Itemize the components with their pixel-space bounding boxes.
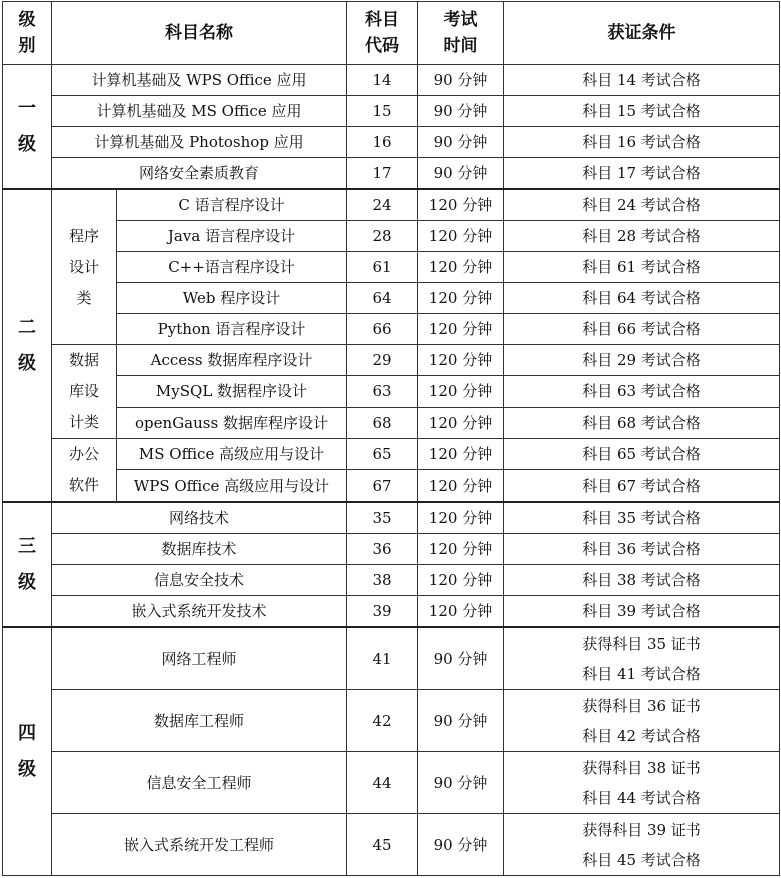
subject-code: 39 xyxy=(347,596,418,628)
certificate-condition: 科目 65 考试合格 xyxy=(504,439,780,470)
subject-code: 14 xyxy=(347,65,418,96)
header-subject-name: 科目名称 xyxy=(52,2,347,65)
exam-time: 120 分钟 xyxy=(418,283,504,314)
subject-name: Web 程序设计 xyxy=(117,283,347,314)
subject-name: 网络安全素质教育 xyxy=(52,158,347,190)
subject-name: 网络工程师 xyxy=(52,627,347,690)
subject-code: 67 xyxy=(347,470,418,502)
table-row xyxy=(3,690,780,752)
subject-name: 嵌入式系统开发技术 xyxy=(52,596,347,628)
table-row xyxy=(3,65,780,96)
table-row xyxy=(3,502,780,534)
subject-code: 41 xyxy=(347,627,418,690)
subject-code: 65 xyxy=(347,439,418,470)
table-row xyxy=(3,470,780,502)
exam-time: 90 分钟 xyxy=(418,96,504,127)
subject-name: Java 语言程序设计 xyxy=(117,221,347,252)
subject-name: 数据库技术 xyxy=(52,534,347,565)
exam-time: 120 分钟 xyxy=(418,221,504,252)
subject-code: 35 xyxy=(347,502,418,534)
table-row xyxy=(3,221,780,252)
exam-time: 90 分钟 xyxy=(418,65,504,96)
certificate-condition: 科目 35 考试合格 xyxy=(504,502,780,534)
level-1-cell: 一 级 xyxy=(3,65,52,190)
table-row xyxy=(3,252,780,283)
exam-time: 120 分钟 xyxy=(418,407,504,438)
subject-name: 信息安全技术 xyxy=(52,565,347,596)
certificate-condition: 科目 38 考试合格 xyxy=(504,565,780,596)
category-programming: 程序 设计 类 xyxy=(52,189,117,345)
subject-code: 28 xyxy=(347,221,418,252)
certificate-condition: 科目 61 考试合格 xyxy=(504,252,780,283)
exam-time: 90 分钟 xyxy=(418,814,504,876)
certificate-condition: 获得科目 39 证书 科目 45 考试合格 xyxy=(504,814,780,876)
subject-name: C++语言程序设计 xyxy=(117,252,347,283)
certificate-condition: 科目 63 考试合格 xyxy=(504,376,780,407)
exam-time: 90 分钟 xyxy=(418,690,504,752)
table-row xyxy=(3,407,780,438)
subject-code: 45 xyxy=(347,814,418,876)
level-2-cell: 二 级 xyxy=(3,189,52,502)
header-exam-time: 考试 时间 xyxy=(418,2,504,65)
subject-name: 网络技术 xyxy=(52,502,347,534)
table-row xyxy=(3,96,780,127)
subject-name: 数据库工程师 xyxy=(52,690,347,752)
subject-name: WPS Office 高级应用与设计 xyxy=(117,470,347,502)
subject-name: C 语言程序设计 xyxy=(117,189,347,221)
table-row xyxy=(3,627,780,690)
subject-name: 计算机基础及 MS Office 应用 xyxy=(52,96,347,127)
exam-time: 120 分钟 xyxy=(418,502,504,534)
table-row xyxy=(3,596,780,628)
exam-time: 90 分钟 xyxy=(418,752,504,814)
header-row xyxy=(3,2,780,65)
subject-code: 44 xyxy=(347,752,418,814)
subject-name: openGauss 数据库程序设计 xyxy=(117,407,347,438)
exam-time: 90 分钟 xyxy=(418,627,504,690)
subject-code: 66 xyxy=(347,314,418,345)
subject-code: 42 xyxy=(347,690,418,752)
certificate-condition: 科目 68 考试合格 xyxy=(504,407,780,438)
subject-code: 38 xyxy=(347,565,418,596)
certificate-condition: 科目 66 考试合格 xyxy=(504,314,780,345)
subject-code: 16 xyxy=(347,127,418,158)
exam-time: 120 分钟 xyxy=(418,596,504,628)
exam-time: 120 分钟 xyxy=(418,534,504,565)
table-row xyxy=(3,752,780,814)
certificate-condition: 科目 14 考试合格 xyxy=(504,65,780,96)
certificate-condition: 获得科目 35 证书 科目 41 考试合格 xyxy=(504,627,780,690)
certificate-condition: 科目 28 考试合格 xyxy=(504,221,780,252)
exam-subjects-table-wrapper xyxy=(2,1,779,876)
table-row xyxy=(3,565,780,596)
certificate-condition: 获得科目 38 证书 科目 44 考试合格 xyxy=(504,752,780,814)
certificate-condition: 科目 16 考试合格 xyxy=(504,127,780,158)
subject-code: 29 xyxy=(347,345,418,376)
exam-time: 120 分钟 xyxy=(418,345,504,376)
level-4-cell: 四 级 xyxy=(3,627,52,876)
table-row xyxy=(3,158,780,190)
table-row xyxy=(3,283,780,314)
exam-subjects-table xyxy=(2,1,780,876)
exam-time: 120 分钟 xyxy=(418,376,504,407)
table-row xyxy=(3,439,780,470)
subject-code: 15 xyxy=(347,96,418,127)
subject-code: 63 xyxy=(347,376,418,407)
level-3-cell: 三 级 xyxy=(3,502,52,627)
certificate-condition: 科目 29 考试合格 xyxy=(504,345,780,376)
table-row xyxy=(3,814,780,876)
table-row xyxy=(3,189,780,221)
subject-code: 36 xyxy=(347,534,418,565)
exam-time: 90 分钟 xyxy=(418,158,504,190)
subject-name: 嵌入式系统开发工程师 xyxy=(52,814,347,876)
subject-code: 64 xyxy=(347,283,418,314)
header-certificate-condition: 获证条件 xyxy=(504,2,780,65)
certificate-condition: 科目 64 考试合格 xyxy=(504,283,780,314)
subject-name: Python 语言程序设计 xyxy=(117,314,347,345)
exam-time: 120 分钟 xyxy=(418,189,504,221)
subject-code: 17 xyxy=(347,158,418,190)
exam-time: 120 分钟 xyxy=(418,470,504,502)
exam-time: 120 分钟 xyxy=(418,565,504,596)
table-row xyxy=(3,314,780,345)
subject-name: MySQL 数据程序设计 xyxy=(117,376,347,407)
subject-name: Access 数据库程序设计 xyxy=(117,345,347,376)
certificate-condition: 科目 17 考试合格 xyxy=(504,158,780,190)
table-row xyxy=(3,376,780,407)
certificate-condition: 获得科目 36 证书 科目 42 考试合格 xyxy=(504,690,780,752)
certificate-condition: 科目 15 考试合格 xyxy=(504,96,780,127)
certificate-condition: 科目 36 考试合格 xyxy=(504,534,780,565)
table-row xyxy=(3,127,780,158)
subject-name: 信息安全工程师 xyxy=(52,752,347,814)
certificate-condition: 科目 24 考试合格 xyxy=(504,189,780,221)
category-office-software: 办公 软件 xyxy=(52,439,117,503)
exam-time: 120 分钟 xyxy=(418,252,504,283)
certificate-condition: 科目 67 考试合格 xyxy=(504,470,780,502)
exam-time: 90 分钟 xyxy=(418,127,504,158)
exam-time: 120 分钟 xyxy=(418,314,504,345)
subject-name: 计算机基础及 Photoshop 应用 xyxy=(52,127,347,158)
exam-time: 120 分钟 xyxy=(418,439,504,470)
table-row xyxy=(3,534,780,565)
certificate-condition: 科目 39 考试合格 xyxy=(504,596,780,628)
header-level: 级 别 xyxy=(3,2,52,65)
subject-name: MS Office 高级应用与设计 xyxy=(117,439,347,470)
table-row xyxy=(3,345,780,376)
subject-code: 61 xyxy=(347,252,418,283)
subject-code: 68 xyxy=(347,407,418,438)
subject-name: 计算机基础及 WPS Office 应用 xyxy=(52,65,347,96)
category-database: 数据 库设 计类 xyxy=(52,345,117,439)
header-subject-code: 科目 代码 xyxy=(347,2,418,65)
subject-code: 24 xyxy=(347,189,418,221)
